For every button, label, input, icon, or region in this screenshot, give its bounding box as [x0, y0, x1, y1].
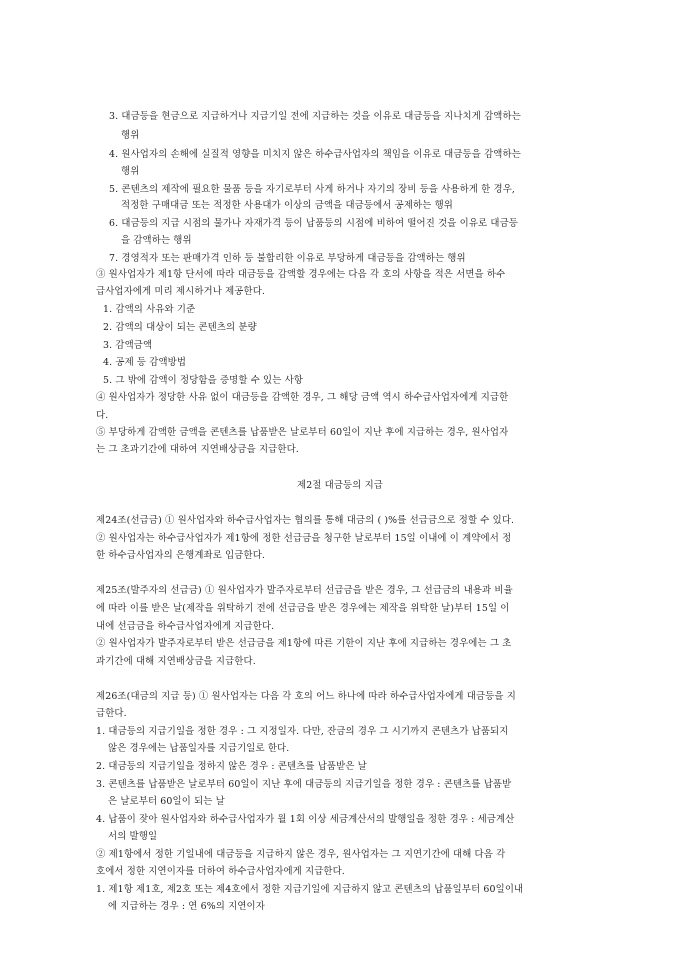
paragraph-2-line: ② 제1항에서 정한 기일내에 대금등을 지급하지 않은 경우, 원사업자는 그 지연기간에 대해 다음 각: [96, 849, 506, 860]
text-line: 서의 발행일: [108, 831, 158, 842]
text-line: 에 따라 이를 받은 날(제작을 위탁하기 전에 선급금을 받은 경우에는 제작을 위탁한 날)부터 15일 이: [96, 603, 510, 614]
text-line: 급사업자에게 미리 제시하거나 제공한다.: [96, 286, 266, 297]
text-line: 6. 대금등의 지급 시점의 물가나 자재가격 등이 납품등의 시점에 비하여 떨어진 것을 이유로 대금등: [109, 218, 518, 229]
list-item: 2. 감액의 대상이 되는 콘텐츠의 분량: [103, 322, 257, 333]
list-item: 1. 제1항 제1호, 제2호 또는 제4호에서 정한 지급기일에 지급하지 않고 콘텐츠의 납품일부터 60일이내: [96, 884, 524, 895]
text-line: 에 지급하는 경우 : 연 6%의 지연이자: [108, 901, 265, 912]
article-25-line: 제25조(발주자의 선급금) ① 원사업자가 발주자로부터 선급금을 받은 경우, 그 선급금의 내용과 비율: [96, 585, 513, 596]
list-item: 5. 그 밖에 감액이 정당함을 증명할 수 있는 사항: [103, 375, 303, 386]
section-heading: 제2절 대금등의 지급: [296, 480, 384, 491]
article-26-line: 제26조(대금의 지급 등) ① 원사업자는 다음 각 호의 어느 하나에 따라 하수급사업자에게 대금등을 지: [96, 691, 516, 702]
text-line: ② 원사업자가 발주자로부터 받은 선급금을 제1항에 따른 기한이 지난 후에 지급하는 경우에는 그 초: [96, 638, 512, 649]
text-line: 적정한 구매대금 또는 적정한 사용대가 이상의 금액을 대금등에서 공제하는 행위: [121, 200, 453, 211]
text-line: 과기간에 대해 지연배상금을 지급한다.: [96, 656, 256, 667]
list-item: 2. 대금등의 지급기일을 정하지 않은 경우 : 콘텐츠를 납품받은 날: [96, 761, 367, 772]
text-line: ② 원사업자는 하수급사업자가 제1항에 정한 선급금을 청구한 날로부터 15일 이내에 이 계약에서 정: [96, 533, 512, 544]
list-item: 4. 납품이 잦아 원사업자와 하수급사업자가 월 1회 이상 세금계산서의 발행일을 정한 경우 : 세금계산: [96, 814, 515, 825]
text-line: 행위: [121, 166, 140, 177]
text-line: 호에서 정한 지연이자를 더하여 하수급사업자에게 지급한다.: [96, 866, 345, 877]
text-line: 행위: [121, 130, 140, 141]
text-line: 급한다.: [96, 708, 127, 719]
list-item: 1. 감액의 사유와 기준: [103, 304, 196, 315]
text-line: 않은 경우에는 납품일자를 지급기일로 한다.: [108, 743, 290, 754]
text-line: 7. 경영적자 또는 판매가격 인하 등 불합리한 이유로 부당하게 대금등을 감액하는 행위: [109, 253, 466, 264]
paragraph-5-line: ⑤ 부당하게 감액한 금액을 콘텐츠를 납품받은 날로부터 60일이 지난 후에 지급하는 경우, 원사업자: [96, 427, 509, 438]
paragraph-4-line: ④ 원사업자가 정당한 사유 없이 대금등을 감액한 경우, 그 해당 금액 역시 하수급사업자에게 지급한: [96, 392, 509, 403]
text-line: 5. 콘텐츠의 제작에 필요한 물품 등을 자기로부터 사게 하거나 자기의 장비 등을 사용하게 한 경우,: [109, 184, 516, 195]
text-line: 는 그 초과기간에 대하여 지연배상금을 지급한다.: [96, 444, 299, 455]
text-line: 내에 선급금을 하수급사업자에게 지급한다.: [96, 621, 275, 632]
text-line: 4. 원사업자의 손해에 실질적 영향을 미치지 않은 하수급사업자의 책임을 이유로 대금등을 감액하는: [109, 149, 521, 160]
list-item: 3. 콘텐츠를 납품받은 날로부터 60일이 지난 후에 대금등의 지급기일을 정한 경우 : 콘텐츠를 납품받: [96, 779, 512, 790]
list-item: 3. 감액금액: [103, 340, 153, 351]
article-24-line: 제24조(선급금) ① 원사업자와 하수급사업자는 협의를 통해 대금의 ( )%를 선급금으로 정할 수 있다.: [96, 515, 515, 526]
text-line: 다.: [96, 410, 109, 421]
list-item: 1. 대금등의 지급기일을 정한 경우 : 그 지정일자. 다만, 잔금의 경우 그 시기까지 콘텐츠가 납품되지: [96, 726, 509, 737]
text-line: 을 감액하는 행위: [121, 235, 192, 246]
text-line: 3. 대금등을 현금으로 지급하거나 지급기일 전에 지급하는 것을 이유로 대금등을 지나치게 감액하는: [109, 111, 521, 122]
paragraph-3-line: ③ 원사업자가 제1항 단서에 따라 대금등을 감액할 경우에는 다음 각 호의 사항을 적은 서면을 하수: [96, 269, 506, 280]
text-line: 한 하수급사업자의 은행계좌로 입금한다.: [96, 550, 266, 561]
text-line: 은 날로부터 60일이 되는 날: [108, 796, 225, 807]
list-item: 4. 공제 등 감액방법: [103, 357, 187, 368]
